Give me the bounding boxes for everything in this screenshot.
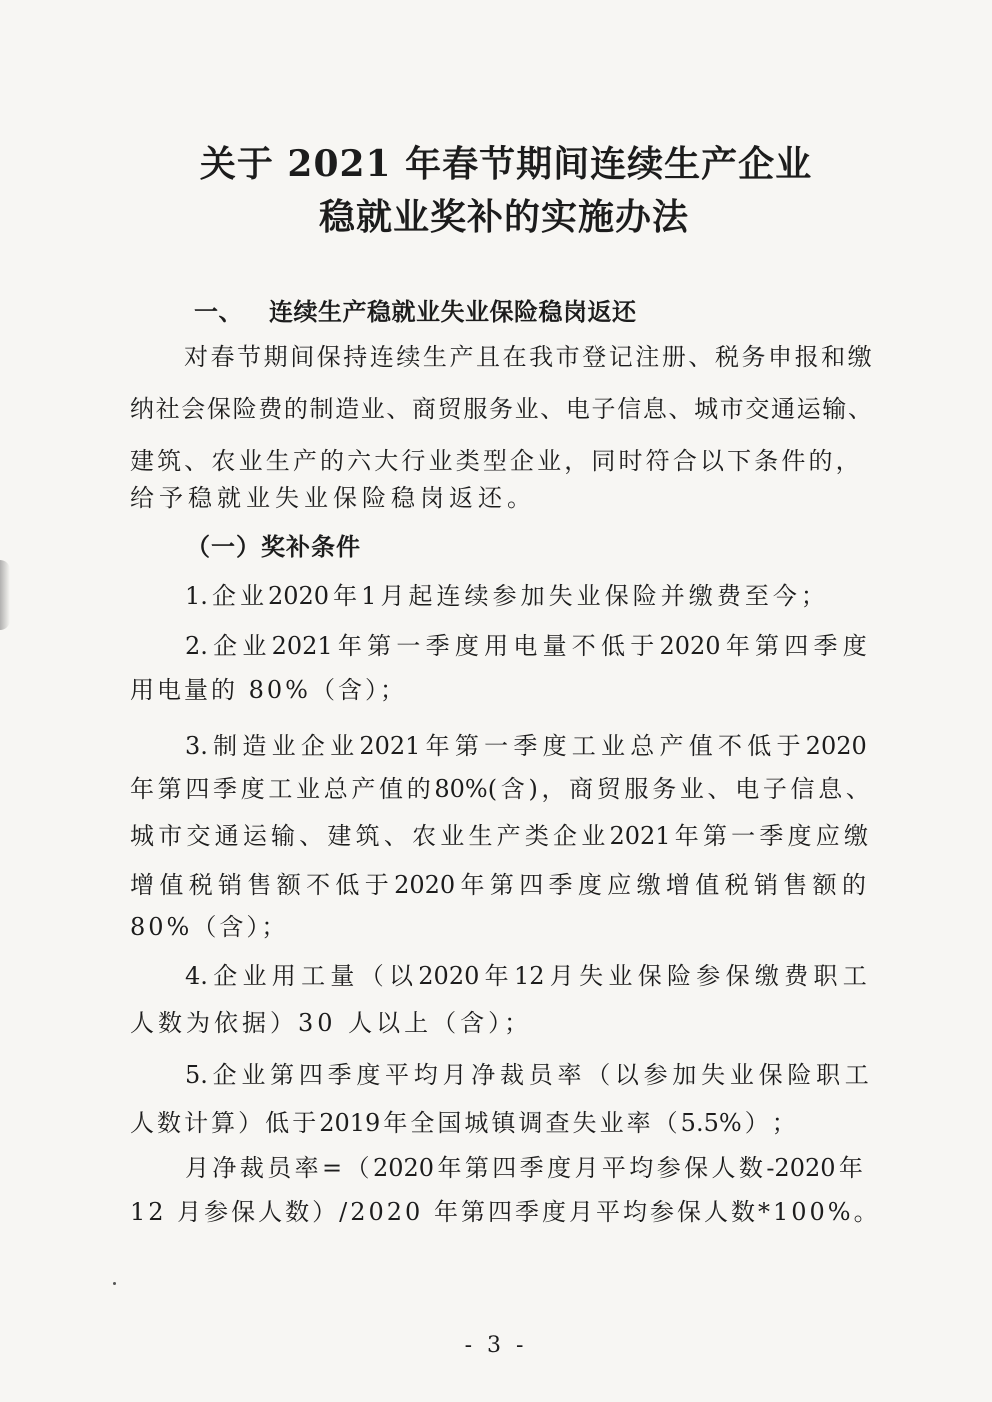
condition-4-line-2: 人数为依据）30 人以上（含）；	[130, 1009, 533, 1037]
section-number: 一、	[194, 297, 243, 326]
section-heading	[194, 292, 637, 332]
condition-3-line-2: 年 第 四 季 度 工 业 总 产 值 的 80%( 含 ) ， 商 贸 服 务 业 、 电 子 信 息 、	[130, 775, 870, 803]
formula-line-2: 12 月参保人数）/2020 年第四季度月平均参保人数*100%。	[130, 1198, 881, 1226]
scan-speck	[113, 1282, 116, 1285]
scan-edge-shadow	[0, 560, 10, 630]
condition-3-line-3: 城 市 交 通 运 输 、 建 筑 、 农 业 生 产 类 企 业 2021 年 第 一 季 度 应 缴	[130, 822, 868, 850]
condition-2-line-2: 用电量的 80%（含）；	[130, 676, 407, 704]
condition-3-line-1: 3. 制 造 业 企 业 2021 年 第 一 季 度 工 业 总 产 值 不 低 于 2020	[185, 732, 867, 760]
formula-line-1: 月 净 裁 员 率 = （ 2020 年 第 四 季 度 月 平 均 参 保 人 数 -2020 年	[185, 1154, 863, 1182]
condition-4-line-1: 4. 企 业 用 工 量 （ 以 2020 年 12 月 失 业 保 险 参 保 缴 费 职 工	[185, 962, 867, 990]
document-title-line-1: 关于 2021 年春节期间连续生产企业	[199, 143, 813, 185]
section-heading-text: 连续生产稳就业失业保险稳岗返还	[269, 297, 637, 326]
condition-2-line-1: 2. 企 业 2021 年 第 一 季 度 用 电 量 不 低 于 2020 年 第 四 季 度	[185, 632, 867, 660]
condition-5-line-2: 人 数 计 算 ） 低 于 2019 年 全 国 城 镇 调 查 失 业 率 （ 5.5% ） ；	[130, 1109, 796, 1137]
document-title-line-2: 稳就业奖补的实施办法	[318, 196, 689, 238]
intro-line-2: 纳 社 会 保 险 费 的 制 造 业 、 商 贸 服 务 业 、 电 子 信 息 、 城 市 交 通 运 输 、	[130, 395, 872, 423]
intro-line-1: 对 春 节 期 间 保 持 连 续 生 产 且 在 我 市 登 记 注 册 、 税 务 申 报 和 缴	[184, 343, 872, 371]
subsection-heading: （一）奖补条件	[186, 532, 361, 561]
page-number: - 3 -	[464, 1333, 528, 1358]
condition-3-line-4: 增 值 税 销 售 额 不 低 于 2020 年 第 四 季 度 应 缴 增 值 税 销 售 额 的	[130, 871, 866, 899]
condition-3-line-5: 80%（含）；	[130, 913, 289, 941]
intro-line-3: 建 筑 、 农 业 生 产 的 六 大 行 业 类 型 企 业 ， 同 时 符 合 以 下 条 件 的 ，	[130, 447, 860, 475]
intro-line-4: 给予稳就业失业保险稳岗返还。	[130, 484, 536, 512]
condition-1-line-1: 1. 企 业 2020 年 1 月 起 连 续 参 加 失 业 保 险 并 缴 费 至 今 ；	[185, 582, 825, 610]
condition-5-line-1: 5. 企 业 第 四 季 度 平 均 月 净 裁 员 率 （ 以 参 加 失 业 保 险 职 工	[185, 1061, 869, 1089]
